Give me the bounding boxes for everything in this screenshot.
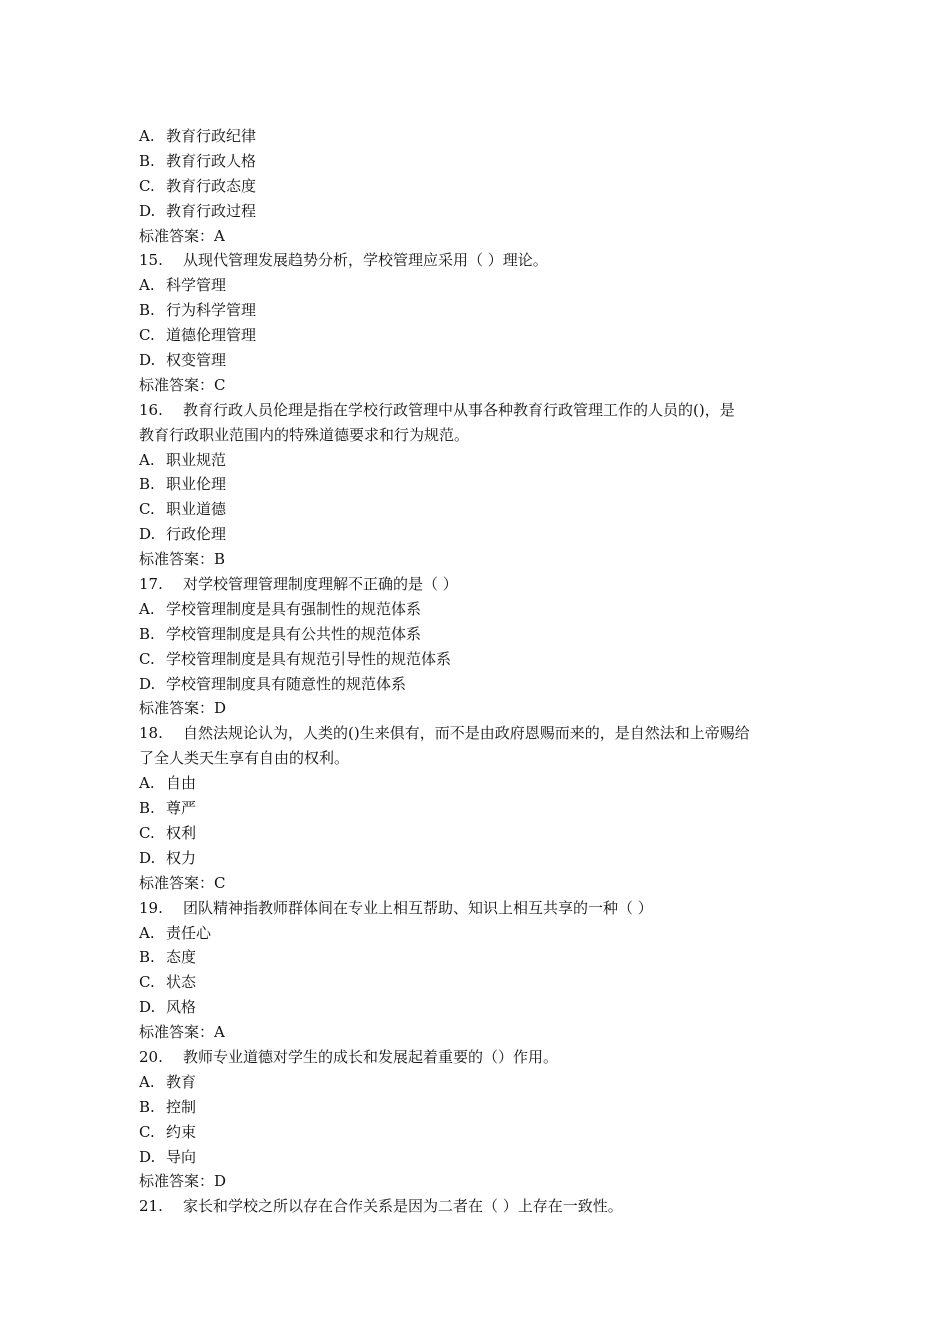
answer-option	[139, 497, 829, 522]
question-number: 18.	[139, 724, 163, 743]
question-stem	[139, 896, 829, 921]
option-text: 状态	[166, 973, 197, 992]
option-letter: C.	[139, 973, 155, 992]
answer-option	[139, 199, 829, 224]
option-text: 权变管理	[166, 351, 227, 370]
question-number: 16.	[139, 400, 163, 419]
standard-answer: 标准答案：C	[139, 375, 226, 394]
option-letter: A.	[139, 599, 155, 618]
question-number: 19.	[139, 898, 163, 917]
option-letter: B.	[139, 1097, 155, 1116]
standard-answer: 标准答案：A	[139, 1023, 225, 1042]
answer-option	[139, 149, 829, 174]
option-text: 行为科学管理	[166, 301, 257, 320]
question-number: 17.	[139, 575, 163, 594]
standard-answer: 标准答案：B	[139, 550, 226, 569]
answer-option	[139, 771, 829, 796]
question-text: 对学校管理管理制度理解不正确的是（ ）	[183, 575, 458, 594]
option-letter: D.	[139, 351, 156, 370]
option-letter: A.	[139, 127, 155, 145]
option-text: 学校管理制度具有随意性的规范体系	[166, 674, 407, 693]
option-letter: C.	[139, 326, 155, 345]
option-letter: C.	[139, 823, 155, 842]
question-text: 团队精神指教师群体间在专业上相互帮助、知识上相互共享的一种（ ）	[183, 898, 653, 917]
option-text: 教育行政纪律	[166, 127, 257, 145]
answer-option	[139, 921, 829, 946]
option-text: 自由	[166, 774, 197, 793]
question-stem	[139, 398, 829, 423]
option-letter: D.	[139, 525, 156, 544]
option-letter: D.	[139, 1147, 156, 1166]
question-stem	[139, 572, 829, 597]
answer-option	[139, 448, 829, 473]
question-text: 从现代管理发展趋势分析，学校管理应采用（ ）理论。	[183, 251, 548, 270]
answer-option	[139, 124, 829, 149]
question-text: 教师专业道德对学生的成长和发展起着重要的（）作用。	[183, 1047, 559, 1066]
question-text: 家长和学校之所以存在合作关系是因为二者在（ ）上存在一致性。	[183, 1197, 623, 1216]
option-letter: A.	[139, 450, 155, 469]
answer-option	[139, 298, 829, 323]
option-text: 态度	[166, 948, 197, 967]
standard-answer: 标准答案：A	[139, 226, 225, 245]
question-stem	[139, 1045, 829, 1070]
option-letter: B.	[139, 475, 155, 494]
option-text: 学校管理制度是具有规范引导性的规范体系	[166, 649, 452, 668]
option-letter: C.	[139, 176, 155, 195]
answer-option	[139, 174, 829, 199]
question-text-continued: 了全人类天生享有自由的权利。	[139, 749, 350, 768]
answer-option	[139, 1070, 829, 1095]
question-number: 20.	[139, 1047, 163, 1066]
answer-option	[139, 1095, 829, 1120]
answer-option	[139, 323, 829, 348]
option-letter: A.	[139, 276, 155, 295]
option-text: 学校管理制度是具有强制性的规范体系	[166, 599, 422, 618]
option-text: 风格	[166, 998, 197, 1017]
answer-option	[139, 622, 829, 647]
answer-option	[139, 647, 829, 672]
option-letter: B.	[139, 301, 155, 320]
question-text: 自然法规论认为，人类的()生来俱有，而不是由政府恩赐而来的，是自然法和上帝赐给	[183, 724, 750, 743]
option-text: 职业规范	[166, 450, 227, 469]
answer-option	[139, 472, 829, 497]
option-letter: B.	[139, 799, 155, 818]
document-page	[139, 124, 829, 1219]
question-text-continued: 教育行政职业范围内的特殊道德要求和行为规范。	[139, 425, 470, 444]
option-text: 尊严	[166, 799, 197, 818]
option-text: 约束	[166, 1122, 197, 1141]
answer-option	[139, 1120, 829, 1145]
answer-option	[139, 796, 829, 821]
option-text: 道德伦理管理	[166, 326, 257, 345]
option-text: 职业道德	[166, 500, 227, 519]
standard-answer: 标准答案：C	[139, 873, 226, 892]
option-letter: A.	[139, 1072, 155, 1091]
option-text: 职业伦理	[166, 475, 227, 494]
question-stem	[139, 721, 829, 746]
question-stem	[139, 1194, 829, 1219]
option-text: 权力	[166, 848, 197, 867]
option-letter: D.	[139, 848, 156, 867]
option-letter: C.	[139, 500, 155, 519]
standard-answer: 标准答案：D	[139, 699, 227, 718]
question-number: 15.	[139, 251, 163, 270]
answer-option	[139, 348, 829, 373]
option-letter: D.	[139, 998, 156, 1017]
option-letter: A.	[139, 774, 155, 793]
option-text: 权利	[166, 823, 197, 842]
option-text: 教育	[166, 1072, 197, 1091]
option-letter: C.	[139, 649, 155, 668]
option-text: 教育行政过程	[166, 201, 257, 220]
answer-option	[139, 821, 829, 846]
option-text: 科学管理	[166, 276, 227, 295]
option-text: 责任心	[166, 923, 212, 942]
option-letter: D.	[139, 674, 156, 693]
option-letter: B.	[139, 624, 155, 643]
answer-option	[139, 522, 829, 547]
answer-option	[139, 846, 829, 871]
option-text: 控制	[166, 1097, 197, 1116]
answer-option	[139, 672, 829, 697]
option-text: 行政伦理	[166, 525, 227, 544]
answer-option	[139, 273, 829, 298]
answer-option	[139, 1145, 829, 1170]
question-number: 21.	[139, 1197, 163, 1216]
standard-answer: 标准答案：D	[139, 1172, 227, 1191]
option-letter: D.	[139, 201, 156, 220]
answer-option	[139, 945, 829, 970]
answer-option	[139, 597, 829, 622]
option-letter: C.	[139, 1122, 155, 1141]
answer-option	[139, 970, 829, 995]
option-text: 教育行政态度	[166, 176, 257, 195]
answer-option	[139, 995, 829, 1020]
option-text: 学校管理制度是具有公共性的规范体系	[166, 624, 422, 643]
option-letter: B.	[139, 948, 155, 967]
question-text: 教育行政人员伦理是指在学校行政管理中从事各种教育行政管理工作的人员的()，是	[183, 400, 735, 419]
option-text: 导向	[166, 1147, 197, 1166]
question-stem	[139, 248, 829, 273]
option-letter: B.	[139, 151, 155, 170]
option-text: 教育行政人格	[166, 151, 257, 170]
option-letter: A.	[139, 923, 155, 942]
